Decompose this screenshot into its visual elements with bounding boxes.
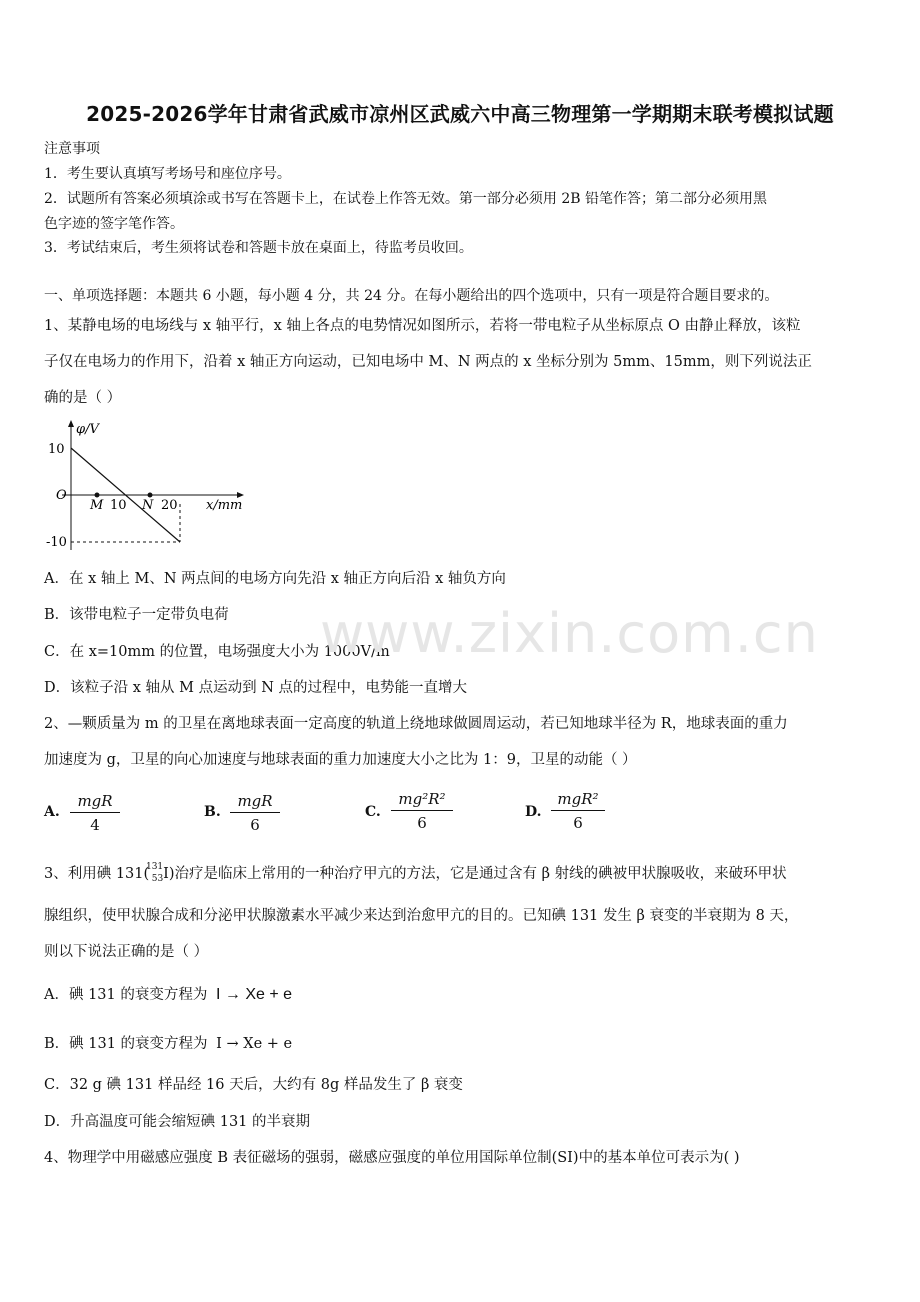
- q2-option-c-label: C.: [365, 804, 381, 820]
- iodine-isotope: [145, 862, 164, 884]
- fraction-denominator: 4: [90, 816, 100, 834]
- graph-origin: O: [56, 488, 67, 503]
- q3-text: 腺组织，使甲状腺合成和分泌甲状腺激素水平减少来达到治愈甲亢的目的。已知碘 131 发生 β 衰变的半衰期为 8 天，: [44, 908, 799, 924]
- q2-option-b-label: B.: [204, 804, 221, 820]
- q1-option-a: A．在 x 轴上 M、N 两点间的电场方向先沿 x 轴正方向后沿 x 轴负方向: [44, 571, 506, 587]
- decay-equation-a: I → Xe + e: [215, 986, 293, 1003]
- q2-option-d-fraction: [551, 790, 605, 832]
- q2-text: 加速度为 g，卫星的向心加速度与地球表面的重力加速度大小之比为 1：9，卫星的动能（ ）: [44, 752, 637, 768]
- graph-x-tick: 10: [110, 498, 127, 513]
- q3-text: [44, 862, 787, 884]
- q3-option-c: C．32 g 碘 131 样品经 16 天后，大约有 8g 样品发生了 β 衰变: [44, 1077, 463, 1093]
- q2-option-c-fraction: [391, 790, 453, 832]
- q3-option-d: D．升高温度可能会缩短碘 131 的半衰期: [44, 1114, 311, 1130]
- q3-option-b-text: B．碘 131 的衰变方程为: [44, 1036, 208, 1052]
- notice-item: 2．试题所有答案必须填涂或书写在答题卡上，在试卷上作答无效。第一部分必须用 2B 铅笔作答；第二部分必须用黑: [44, 191, 767, 207]
- q2-option-d-label: D.: [525, 804, 542, 820]
- atomic-number: 53: [151, 874, 164, 884]
- page-title: 2025-2026学年甘肃省武威市凉州区武威六中高三物理第一学期期末联考模拟试题: [86, 102, 834, 126]
- q1-option-d: D．该粒子沿 x 轴从 M 点运动到 N 点的过程中，电势能一直增大: [44, 680, 467, 696]
- graph-x-tick: 20: [161, 498, 178, 513]
- fraction-denominator: 6: [250, 816, 260, 834]
- q3-text-post: I)治疗是临床上常用的一种治疗甲亢的方法，它是通过含有 β 射线的碘被甲状腺吸收，来破环甲状: [163, 866, 787, 882]
- q1-option-b: B．该带电粒子一定带负电荷: [44, 607, 229, 623]
- watermark: www.zixin.com.cn: [320, 602, 819, 665]
- q4-text: 4、物理学中用磁感应强度 B 表征磁场的强弱，磁感应强度的单位用国际单位制(SI)中的基本单位可表示为( ): [44, 1150, 740, 1166]
- graph-point-m: M: [90, 498, 104, 513]
- notice-item: 色字迹的签字笔作答。: [44, 216, 184, 232]
- q1-option-c: C．在 x=10mm 的位置，电场强度大小为 1000V/m: [44, 644, 390, 660]
- q1-text: 子仅在电场力的作用下，沿着 x 轴正方向运动，已知电场中 M、N 两点的 x 坐标分别为 5mm、15mm，则下列说法正: [44, 354, 812, 370]
- decay-equation-b: I → Xe + e: [216, 1036, 293, 1052]
- notice-item: 1．考生要认真填写考场号和座位序号。: [44, 166, 291, 182]
- q3-text-pre: 3、利用碘 131(: [44, 866, 150, 882]
- q3-text: 则以下说法正确的是（ ）: [44, 944, 209, 960]
- graph-point-n: N: [142, 498, 154, 513]
- q3-option-a: [44, 983, 292, 1004]
- potential-graph: [40, 418, 250, 553]
- q2-option-a-label: A.: [44, 804, 60, 820]
- q3-option-b: [44, 1032, 292, 1053]
- notice-heading: 注意事项: [44, 141, 100, 157]
- section-heading: 一、单项选择题：本题共 6 小题，每小题 4 分，共 24 分。在每小题给出的四个选项中，只有一项是符合题目要求的。: [44, 288, 779, 304]
- fraction-numerator: mg²R²: [391, 790, 453, 811]
- q2-text: 2、—颗质量为 m 的卫星在离地球表面一定高度的轨道上绕地球做圆周运动，若已知地球半径为 R，地球表面的重力: [44, 716, 788, 732]
- graph-y-top: 10: [48, 442, 65, 457]
- fraction-denominator: 6: [573, 814, 583, 832]
- graph-x-label: x/mm: [206, 498, 243, 513]
- q2-option-b-fraction: [230, 792, 280, 834]
- fraction-numerator: mgR: [230, 792, 280, 813]
- fraction-denominator: 6: [417, 814, 427, 832]
- q1-text: 确的是（ ）: [44, 390, 122, 406]
- fraction-numerator: mgR: [70, 792, 120, 813]
- q3-option-a-text: A．碘 131 的衰变方程为: [44, 987, 208, 1003]
- notice-item: 3．考试结束后，考生须将试卷和答题卡放在桌面上，待监考员收回。: [44, 240, 473, 256]
- fraction-numerator: mgR²: [551, 790, 605, 811]
- mass-number: 131: [145, 862, 164, 872]
- q2-option-a-fraction: [70, 792, 120, 834]
- graph-y-label: φ/V: [76, 422, 99, 437]
- q1-text: 1、某静电场的电场线与 x 轴平行，x 轴上各点的电势情况如图所示，若将一带电粒子从坐标原点 O 由静止释放，该粒: [44, 318, 801, 334]
- graph-y-bottom: -10: [46, 535, 67, 550]
